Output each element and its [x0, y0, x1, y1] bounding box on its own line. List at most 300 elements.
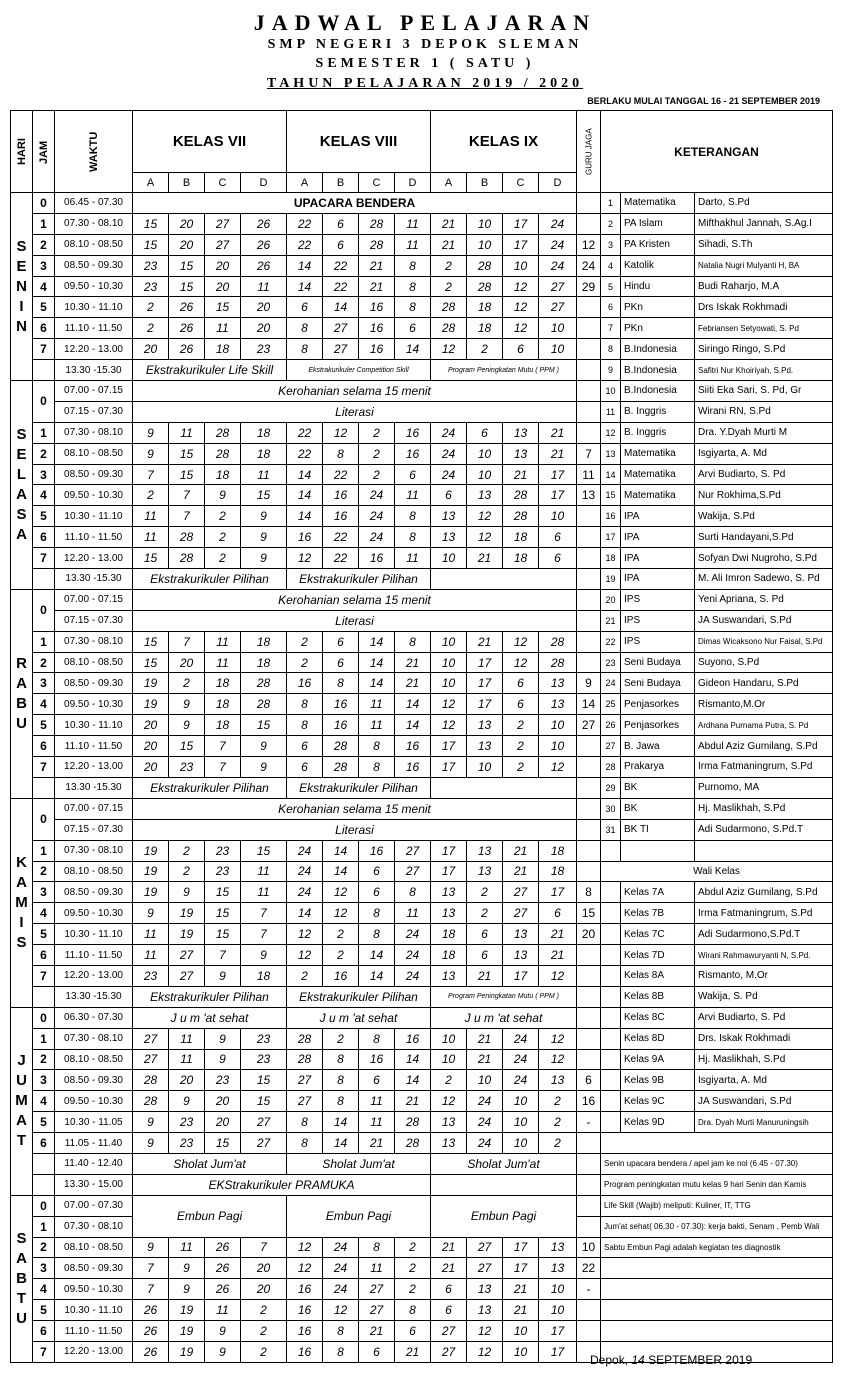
subject-code: 15	[205, 297, 241, 318]
schedule-row	[11, 610, 833, 631]
subject-code: 9	[241, 506, 287, 527]
subject-code: 9	[205, 1049, 241, 1070]
school-name: SMP NEGERI 3 DEPOK SLEMAN	[267, 37, 583, 52]
subject-code: 10	[431, 631, 467, 652]
jam-cell: 0	[33, 1195, 55, 1216]
schedule-row	[11, 945, 833, 966]
header-guru-label: GURU JAGA	[584, 128, 593, 175]
subject-code: 15	[241, 715, 287, 736]
subject-code: 24	[359, 485, 395, 506]
subject-code: 24	[539, 213, 577, 234]
teacher-name: Adi Sudarmono,S.Pd.T	[695, 924, 833, 945]
teacher-subject: Prakarya	[621, 757, 695, 778]
time-cell: 06.45 - 07.30	[55, 193, 133, 214]
teacher-subject: B. Jawa	[621, 736, 695, 757]
embun-pagi: Embun Pagi	[431, 1195, 577, 1237]
subject-code: 2	[431, 276, 467, 297]
teacher-name: Irma Fatmaningrum, S.Pd	[695, 757, 833, 778]
subject-code: 13	[467, 840, 503, 861]
subject-code: 28	[431, 318, 467, 339]
guru-jaga-cell	[577, 736, 601, 757]
time-cell: 08.10 - 08.50	[55, 861, 133, 882]
subject-code: 6	[287, 757, 323, 778]
subject-code: 13	[539, 1258, 577, 1279]
jam-cell: 5	[33, 924, 55, 945]
teacher-subject: IPA	[621, 506, 695, 527]
subject-code: 16	[359, 1049, 395, 1070]
subject-code: 16	[287, 1321, 323, 1342]
jam-cell: 1	[33, 213, 55, 234]
teacher-no	[601, 965, 621, 986]
teacher-name: Adi Sudarmono, S.Pd.T	[695, 819, 833, 840]
subject-code: 10	[431, 652, 467, 673]
header-class-4: A	[287, 173, 323, 193]
subject-code: 24	[287, 861, 323, 882]
subject-code: 16	[395, 736, 431, 757]
subject-code: 11	[395, 485, 431, 506]
subject-code: 17	[539, 485, 577, 506]
subject-code: 21	[503, 1300, 539, 1321]
jam-cell: 3	[33, 255, 55, 276]
time-cell: 07.15 - 07.30	[55, 401, 133, 422]
subject-code: 28	[133, 1091, 169, 1112]
subject-code: 26	[133, 1321, 169, 1342]
header-class-9: B	[467, 173, 503, 193]
subject-code: 18	[467, 297, 503, 318]
subject-code: 9	[205, 965, 241, 986]
teacher-no: 1	[601, 193, 621, 214]
jam-cell: 4	[33, 903, 55, 924]
subject-code: 13	[467, 1279, 503, 1300]
subject-code: 23	[133, 255, 169, 276]
subject-code: 14	[323, 297, 359, 318]
subject-code: 8	[359, 736, 395, 757]
subject-code: 12	[467, 1321, 503, 1342]
time-cell: 10.30 - 11.10	[55, 297, 133, 318]
teacher-subject: IPA	[621, 569, 695, 590]
teacher-subject: Seni Budaya	[621, 673, 695, 694]
extra-activity: Sholat Jum'at	[133, 1153, 287, 1174]
subject-code: 2	[323, 1028, 359, 1049]
subject-code: 28	[133, 1070, 169, 1091]
time-cell: 10.30 - 11.05	[55, 1112, 133, 1133]
teacher-subject: IPA	[621, 548, 695, 569]
subject-code: 10	[431, 548, 467, 569]
time-cell: 10.30 - 11.10	[55, 715, 133, 736]
teacher-no: 10	[601, 381, 621, 402]
teacher-name: Surti Handayani,S.Pd	[695, 527, 833, 548]
subject-code: 21	[467, 1049, 503, 1070]
subject-code: 15	[133, 234, 169, 255]
subject-code: 18	[539, 861, 577, 882]
subject-code: 20	[169, 652, 205, 673]
subject-code: 8	[395, 506, 431, 527]
subject-code: 12	[503, 631, 539, 652]
subject-code: 8	[287, 1112, 323, 1133]
subject-code: 24	[287, 840, 323, 861]
teacher-subject: PKn	[621, 318, 695, 339]
schedule-row	[11, 819, 833, 840]
schedule-row	[11, 422, 833, 443]
subject-code: 11	[205, 652, 241, 673]
subject-code: 13	[467, 715, 503, 736]
subject-code: 2	[539, 1091, 577, 1112]
teacher-no: 17	[601, 527, 621, 548]
subject-code: 12	[503, 276, 539, 297]
jam-cell: 4	[33, 1091, 55, 1112]
subject-code: 8	[287, 1133, 323, 1154]
teacher-subject: Penjasorkes	[621, 694, 695, 715]
subject-code: 8	[395, 882, 431, 903]
jam-cell: 0	[33, 193, 55, 214]
jam-cell: 1	[33, 631, 55, 652]
time-cell: 07.30 - 08.10	[55, 1028, 133, 1049]
subject-code: 16	[323, 965, 359, 986]
subject-code: 22	[287, 443, 323, 464]
teacher-subject: Matematika	[621, 485, 695, 506]
subject-code: 11	[169, 1237, 205, 1258]
schedule-row	[11, 569, 833, 590]
subject-code: 19	[133, 840, 169, 861]
subject-code: 16	[395, 422, 431, 443]
subject-code: 17	[503, 965, 539, 986]
subject-code: 8	[287, 318, 323, 339]
subject-code: 13	[431, 1112, 467, 1133]
subject-code: 27	[503, 903, 539, 924]
subject-code: 13	[539, 1237, 577, 1258]
jam-cell: 6	[33, 945, 55, 966]
subject-code: 14	[359, 673, 395, 694]
subject-code: 15	[169, 255, 205, 276]
subject-code: 2	[133, 318, 169, 339]
subject-code: 8	[323, 1321, 359, 1342]
day-senin: S E N I N	[11, 193, 33, 381]
guru-jaga-cell: 12	[577, 234, 601, 255]
subject-code: 7	[205, 736, 241, 757]
subject-code: 10	[503, 1321, 539, 1342]
subject-code: 27	[467, 1237, 503, 1258]
subject-code: 7	[241, 903, 287, 924]
subject-code: 22	[323, 276, 359, 297]
activity-span: UPACARA BENDERA	[133, 193, 577, 214]
subject-code: 2	[205, 506, 241, 527]
subject-code: 10	[503, 1112, 539, 1133]
extra-activity: Ekstrakurikuler Pilihan	[133, 986, 287, 1007]
subject-code: 27	[241, 1112, 287, 1133]
subject-code: 17	[503, 1237, 539, 1258]
subject-code: 10	[503, 1341, 539, 1362]
subject-code: 15	[241, 485, 287, 506]
guru-jaga-cell: 10	[577, 1237, 601, 1258]
guru-jaga-cell	[577, 548, 601, 569]
subject-code: 16	[287, 1341, 323, 1362]
extra-activity: Ekstrakurikuler Competition Skill	[287, 360, 431, 381]
time-cell: 09.50 - 10.30	[55, 903, 133, 924]
jam-cell: 7	[33, 1341, 55, 1362]
teacher-no	[601, 986, 621, 1007]
subject-code: 2	[359, 443, 395, 464]
subject-code: 9	[133, 1133, 169, 1154]
jam-cell: 0	[33, 1007, 55, 1028]
teacher-subject: B.Indonesia	[621, 360, 695, 381]
subject-code: 9	[169, 1091, 205, 1112]
subject-code: 21	[395, 1341, 431, 1362]
time-cell: 07.30 - 08.10	[55, 840, 133, 861]
subject-code: 6	[467, 924, 503, 945]
guru-jaga-cell: 29	[577, 276, 601, 297]
subject-code: 18	[503, 548, 539, 569]
teacher-name: Darto, S.Pd	[695, 193, 833, 214]
teacher-name: Wakija, S.Pd	[695, 506, 833, 527]
teacher-subject: Kelas 9A	[621, 1049, 695, 1070]
subject-code: 10	[539, 339, 577, 360]
teacher-subject: Matematika	[621, 193, 695, 214]
note-cell: Life Skill (Wajib) meliputi: Kuliner, IT, TTG	[601, 1195, 833, 1216]
teacher-no: 2	[601, 213, 621, 234]
schedule-row	[11, 652, 833, 673]
jam-cell: 1	[33, 1028, 55, 1049]
subject-code: 19	[169, 924, 205, 945]
subject-code: 21	[539, 945, 577, 966]
guru-jaga-cell	[577, 631, 601, 652]
subject-code: 7	[205, 945, 241, 966]
subject-code: 9	[133, 443, 169, 464]
schedule-row	[11, 1174, 833, 1195]
teacher-subject: Kelas 9B	[621, 1070, 695, 1091]
subject-code: 2	[395, 1279, 431, 1300]
subject-code: 16	[395, 757, 431, 778]
subject-code: 15	[169, 276, 205, 297]
subject-code: 24	[395, 945, 431, 966]
subject-code: 12	[323, 1300, 359, 1321]
subject-code: 11	[395, 213, 431, 234]
subject-code: 6	[287, 736, 323, 757]
subject-code: 24	[287, 882, 323, 903]
teacher-no: 4	[601, 255, 621, 276]
guru-jaga-cell	[577, 527, 601, 548]
jam-cell: 3	[33, 1070, 55, 1091]
subject-code: 15	[205, 924, 241, 945]
teacher-subject: B.Indonesia	[621, 339, 695, 360]
subject-code: 12	[431, 715, 467, 736]
guru-jaga-cell	[577, 213, 601, 234]
subject-code: 9	[133, 903, 169, 924]
subject-code: 8	[395, 276, 431, 297]
subject-code: 11	[169, 422, 205, 443]
teacher-no	[601, 1028, 621, 1049]
subject-code: 10	[431, 1028, 467, 1049]
subject-code: 2	[323, 924, 359, 945]
subject-code: 28	[323, 757, 359, 778]
jam-cell: 6	[33, 318, 55, 339]
guru-jaga-cell	[577, 422, 601, 443]
subject-code: 15	[169, 443, 205, 464]
note-cell: Senin upacara bendera / apel jam ke nol (6.45 - 07.30)	[601, 1153, 833, 1174]
time-cell: 13.30 -15.30	[55, 360, 133, 381]
time-cell: 13.30 - 15.00	[55, 1174, 133, 1195]
header-class-10: C	[503, 173, 539, 193]
pramuka-span: EKStrakurikuler PRAMUKA	[133, 1174, 431, 1195]
header-class-3: D	[241, 173, 287, 193]
jam-cell: 4	[33, 1279, 55, 1300]
subject-code: 10	[539, 1300, 577, 1321]
teacher-name: JA Suswandari, S.Pd	[695, 1091, 833, 1112]
subject-code: 23	[133, 965, 169, 986]
subject-code: 27	[133, 1049, 169, 1070]
guru-jaga-cell: 20	[577, 924, 601, 945]
subject-code: 6	[323, 631, 359, 652]
subject-code: 8	[395, 631, 431, 652]
subject-code: 11	[241, 276, 287, 297]
subject-code: 20	[241, 318, 287, 339]
subject-code: 7	[133, 464, 169, 485]
subject-code: 23	[205, 840, 241, 861]
subject-code: 12	[503, 297, 539, 318]
time-cell: 11.05 - 11.40	[55, 1133, 133, 1154]
effective-date: BERLAKU MULAI TANGGAL 16 - 21 SEPTEMBER 2019	[587, 96, 820, 106]
teacher-no: 31	[601, 819, 621, 840]
subject-code: 16	[395, 443, 431, 464]
subject-code: 14	[395, 694, 431, 715]
teacher-name: Wakija, S. Pd	[695, 986, 833, 1007]
subject-code: 21	[395, 673, 431, 694]
teacher-subject	[621, 840, 695, 861]
subject-code: 21	[359, 1321, 395, 1342]
subject-code: 9	[133, 1237, 169, 1258]
subject-code: 7	[205, 757, 241, 778]
guru-jaga-cell	[577, 1049, 601, 1070]
subject-code: 12	[287, 924, 323, 945]
subject-code: 15	[133, 213, 169, 234]
extra-activity: Ekstrakurikuler Life Skill	[133, 360, 287, 381]
subject-code: 2	[467, 882, 503, 903]
header-class-11: D	[539, 173, 577, 193]
schedule-row	[11, 485, 833, 506]
jam-cell: 4	[33, 694, 55, 715]
subject-code: 14	[287, 464, 323, 485]
subject-code: 27	[241, 1133, 287, 1154]
schedule-row	[11, 1070, 833, 1091]
teacher-name: Yeni Apriana, S. Pd	[695, 589, 833, 610]
subject-code: 2	[359, 422, 395, 443]
time-cell: 12.20 - 13.00	[55, 339, 133, 360]
note-cell	[601, 1133, 833, 1154]
subject-code: 14	[359, 965, 395, 986]
subject-code: 6	[503, 673, 539, 694]
teacher-subject: IPA	[621, 527, 695, 548]
subject-code: 14	[323, 840, 359, 861]
subject-code: 6	[359, 1070, 395, 1091]
subject-code: 20	[241, 297, 287, 318]
header-guru-jaga	[577, 111, 601, 193]
subject-code: 15	[169, 736, 205, 757]
embun-pagi: Embun Pagi	[287, 1195, 431, 1237]
note-cell: Jum'at sehat( 06.30 - 07.30): kerja bakti, Senam , Pemb Wali	[601, 1216, 833, 1237]
schedule-row	[11, 297, 833, 318]
subject-code: 14	[323, 1112, 359, 1133]
subject-code: 9	[241, 736, 287, 757]
subject-code: 21	[539, 422, 577, 443]
schedule-row	[11, 318, 833, 339]
time-cell: 08.50 - 09.30	[55, 464, 133, 485]
guru-jaga-cell: -	[577, 1112, 601, 1133]
subject-code: 9	[205, 485, 241, 506]
jam-cell: 6	[33, 1321, 55, 1342]
subject-code: 28	[467, 255, 503, 276]
wali-kelas-heading: Wali Kelas	[601, 861, 833, 882]
subject-code: 2	[395, 1237, 431, 1258]
subject-code: 7	[133, 1258, 169, 1279]
subject-code: 14	[395, 1070, 431, 1091]
activity-span: Literasi	[133, 819, 577, 840]
schedule-row	[11, 527, 833, 548]
schedule-row	[11, 1279, 833, 1300]
jam-cell: 0	[33, 381, 55, 423]
subject-code: 28	[467, 276, 503, 297]
subject-code: 24	[359, 527, 395, 548]
guru-jaga-cell: 14	[577, 694, 601, 715]
subject-code: 14	[359, 652, 395, 673]
subject-code: 20	[133, 339, 169, 360]
time-cell: 08.10 - 08.50	[55, 1049, 133, 1070]
subject-code: 18	[503, 527, 539, 548]
teacher-name: Dra. Dyah Murti Manuruningsih	[695, 1112, 833, 1133]
teacher-subject: Kelas 8B	[621, 986, 695, 1007]
time-cell: 10.30 - 11.10	[55, 1300, 133, 1321]
subject-code: 20	[205, 1091, 241, 1112]
time-cell: 11.10 - 11.50	[55, 527, 133, 548]
jam-cell: 1	[33, 840, 55, 861]
teacher-name: Siiti Eka Sari, S. Pd, Gr	[695, 381, 833, 402]
teacher-name: Rismanto,M.Or	[695, 694, 833, 715]
header-class-7: D	[395, 173, 431, 193]
time-cell: 08.10 - 08.50	[55, 234, 133, 255]
teacher-no	[601, 1070, 621, 1091]
subject-code: 11	[205, 631, 241, 652]
guru-jaga-cell	[577, 819, 601, 840]
guru-jaga-cell: -	[577, 1279, 601, 1300]
time-cell: 08.50 - 09.30	[55, 1070, 133, 1091]
teacher-name: Arvi Budiarto, S. Pd	[695, 464, 833, 485]
subject-code: 12	[539, 757, 577, 778]
extra-activity: Sholat Jum'at	[287, 1153, 431, 1174]
teacher-subject: Matematika	[621, 464, 695, 485]
subject-code: 13	[539, 694, 577, 715]
subject-code: 14	[395, 1049, 431, 1070]
subject-code: 8	[359, 924, 395, 945]
guru-jaga-cell	[577, 297, 601, 318]
header-hari	[11, 111, 33, 193]
time-cell: 08.10 - 08.50	[55, 1237, 133, 1258]
subject-code: 18	[241, 631, 287, 652]
guru-jaga-cell: 7	[577, 443, 601, 464]
subject-code: 24	[539, 255, 577, 276]
subject-code: 26	[241, 255, 287, 276]
schedule-row	[11, 1028, 833, 1049]
teacher-subject: Kelas 7B	[621, 903, 695, 924]
subject-code: 26	[241, 213, 287, 234]
subject-code: 27	[287, 1091, 323, 1112]
subject-code: 2	[395, 1258, 431, 1279]
subject-code: 8	[287, 694, 323, 715]
extra-activity: J u m 'at sehat	[133, 1007, 287, 1028]
subject-code: 12	[431, 694, 467, 715]
subject-code: 8	[395, 527, 431, 548]
teacher-no: 15	[601, 485, 621, 506]
subject-code: 14	[287, 485, 323, 506]
teacher-subject: Kelas 7A	[621, 882, 695, 903]
header-kelas-vii: KELAS VII	[133, 111, 287, 173]
